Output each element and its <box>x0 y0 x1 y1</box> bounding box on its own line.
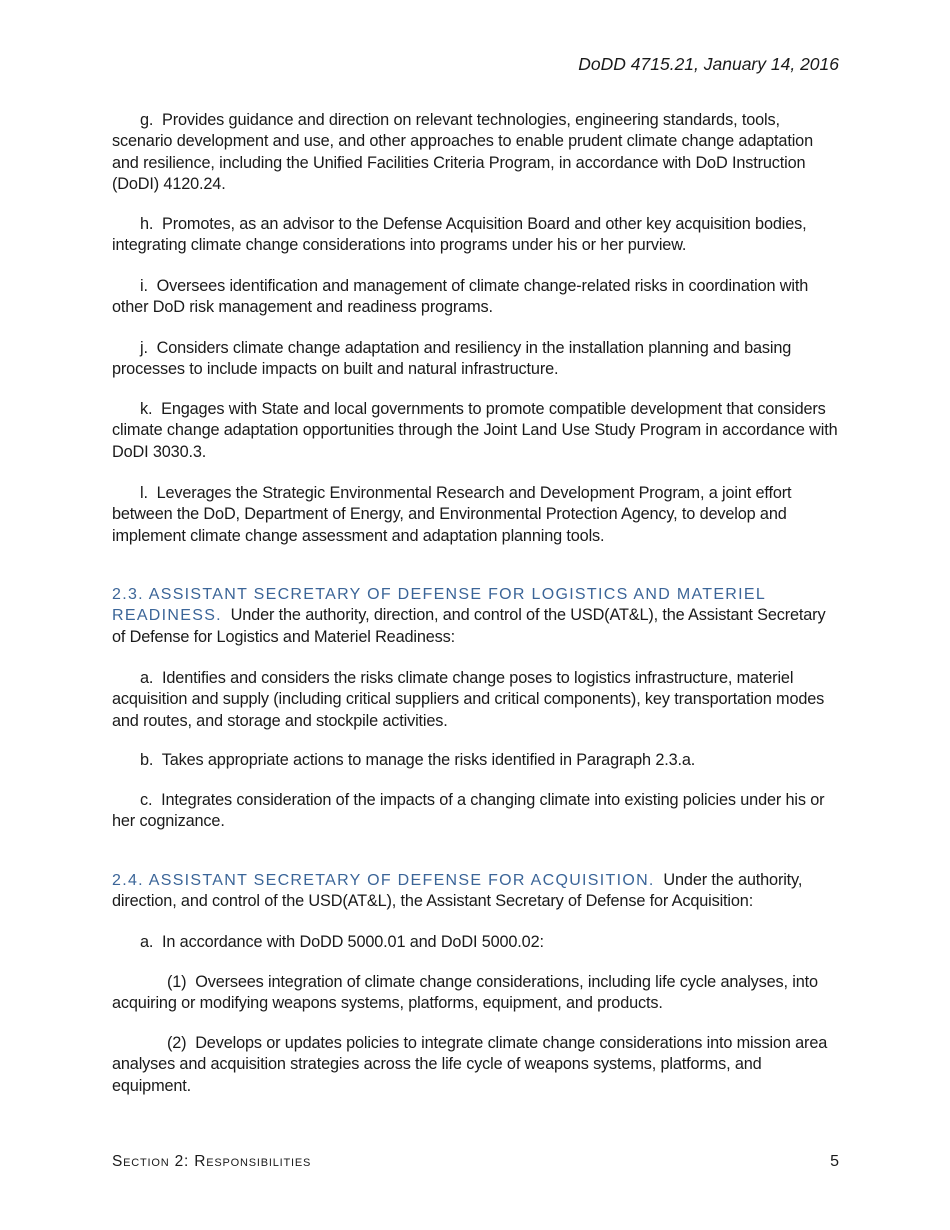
paragraph-text: Leverages the Strategic Environmental Research and Development Program, a joint effort between the DoD, Department of Energy, and Environmental Protection Agency, to develop and implement climate change assessment and adaptation planning tools. <box>112 484 792 545</box>
paragraph-k <box>112 399 840 463</box>
paragraph-text: Integrates consideration of the impacts of a changing climate into existing policies under his or her cognizance. <box>112 791 825 831</box>
footer-section-label: Section 2: Responsibilities <box>112 1153 312 1170</box>
paragraph-label: (1) <box>167 973 187 991</box>
paragraph-text: Considers climate change adaptation and resiliency in the installation planning and basing processes to include impacts on built and natural infrastructure. <box>112 339 792 379</box>
paragraph-label: a. <box>140 669 154 687</box>
paragraph-text: Identifies and considers the risks climate change poses to logistics infrastructure, materiel acquisition and supply (including critical suppliers and critical components), key transportation modes and routes, and storage and stockpile activities. <box>112 669 825 730</box>
section-heading: 2.3. ASSISTANT SECRETARY OF DEFENSE FOR LOGISTICS AND MATERIEL READINESS. <box>112 586 766 625</box>
paragraph-2-4-a-2 <box>112 1033 840 1097</box>
paragraph-text: Develops or updates policies to integrate climate change considerations into mission area analyses and acquisition strategies across the life cycle of weapons systems, platforms, and equipment. <box>112 1034 828 1095</box>
paragraph-2-4-a-1 <box>112 972 840 1015</box>
paragraph-label: (2) <box>167 1034 187 1052</box>
paragraph-label: k. <box>140 400 153 418</box>
paragraph-label: g. <box>140 111 154 129</box>
paragraph-text: Promotes, as an advisor to the Defense Acquisition Board and other key acquisition bodies, integrating climate change considerations into programs under his or her purview. <box>112 215 807 255</box>
paragraph-text: Provides guidance and direction on relevant technologies, engineering standards, tools, scenario development and use, and other approaches to enable prudent climate change adaptation and resilience, including the Unified Facilities Criteria Program, in accordance with DoD Instruction (DoDI) 4120.24. <box>112 111 813 194</box>
section-heading: 2.4. ASSISTANT SECRETARY OF DEFENSE FOR ACQUISITION. <box>112 872 655 889</box>
paragraph-label: l. <box>140 484 148 502</box>
paragraph-label: b. <box>140 751 154 769</box>
paragraph-text: Engages with State and local governments to promote compatible development that considers climate change adaptation opportunities through the Joint Land Use Study Program in accordance with DoDI 3030.3. <box>112 400 838 461</box>
paragraph-label: i. <box>140 277 148 295</box>
section-2-4 <box>112 870 840 913</box>
section-intro: Under the authority, direction, and control of the USD(AT&L), the Assistant Secretary of Defense for Acquisition: <box>112 871 803 911</box>
paragraph-h <box>112 214 840 257</box>
paragraph-text: Oversees integration of climate change considerations, including life cycle analyses, into acquiring or modifying weapons systems, platforms, equipment, and products. <box>112 973 818 1013</box>
document-reference: DoDD 4715.21, January 14, 2016 <box>578 54 839 74</box>
paragraph-label: c. <box>140 791 153 809</box>
paragraph-text: In accordance with DoDD 5000.01 and DoDI 5000.02: <box>162 933 544 951</box>
paragraph-text: Oversees identification and management of climate change-related risks in coordination with other DoD risk management and readiness programs. <box>112 277 809 317</box>
paragraph-label: h. <box>140 215 154 233</box>
paragraph-2-4-a <box>112 932 840 953</box>
paragraph-label: a. <box>140 933 154 951</box>
paragraph-j <box>112 338 840 381</box>
paragraph-2-3-c <box>112 790 840 833</box>
section-2-3 <box>112 584 840 648</box>
paragraph-i <box>112 276 840 319</box>
paragraph-2-3-a <box>112 668 840 732</box>
section-intro: Under the authority, direction, and control of the USD(AT&L), the Assistant Secretary of Defense for Logistics and Materiel Readiness: <box>112 606 826 646</box>
paragraph-l <box>112 483 840 547</box>
paragraph-text: Takes appropriate actions to manage the risks identified in Paragraph 2.3.a. <box>161 751 696 769</box>
paragraph-2-3-b <box>112 750 840 771</box>
paragraph-g <box>112 110 840 196</box>
page-number: 5 <box>830 1153 839 1170</box>
paragraph-label: j. <box>140 339 148 357</box>
